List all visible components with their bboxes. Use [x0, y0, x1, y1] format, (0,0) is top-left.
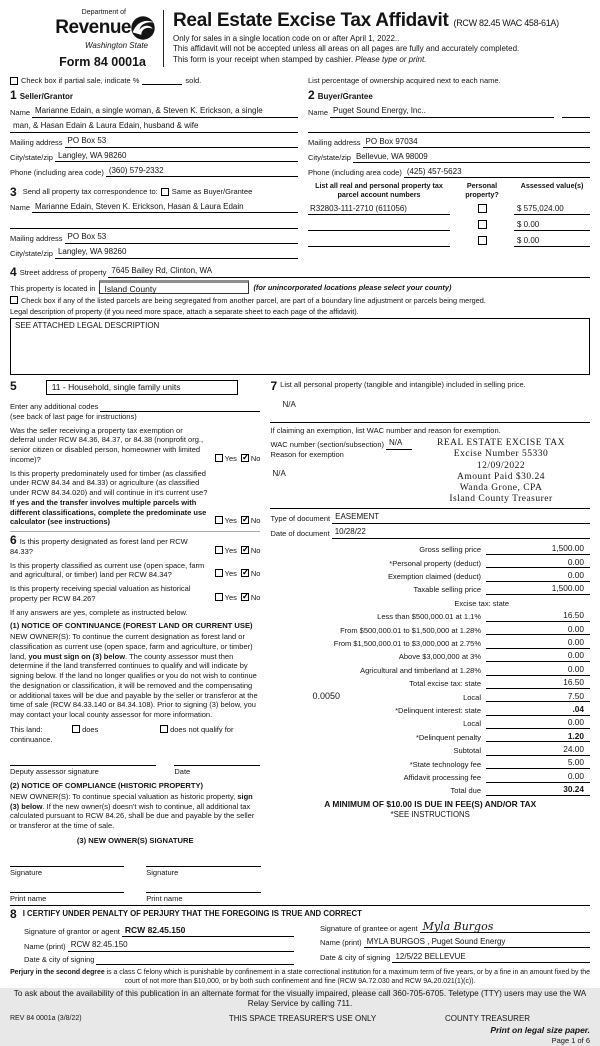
- county-note: (for unincorporated locations please select your county): [253, 282, 452, 292]
- grantee-date-field[interactable]: 12/5/22 BELLEVUE: [392, 952, 590, 963]
- corr-name-field-line2[interactable]: [10, 220, 298, 229]
- tax-line: [270, 702, 590, 715]
- tax-line-value-field[interactable]: 0.00: [486, 771, 590, 783]
- tax-line-label: Gross selling price: [419, 545, 481, 555]
- revenue-logo-icon: [130, 15, 156, 41]
- personal-property-checkbox[interactable]: [478, 236, 487, 245]
- section-7-number: 7: [270, 378, 278, 393]
- corr-name-field[interactable]: Marianne Edain, Steven K. Erickson, Hasan & Laura Edain: [32, 202, 298, 213]
- new-owner-print-2-field[interactable]: [146, 882, 260, 893]
- see-instructions-note: *SEE INSTRUCTIONS: [390, 809, 470, 819]
- print-on-legal-note: Print on legal size paper.: [490, 1024, 590, 1035]
- assessed-value-field[interactable]: $ 575,024.00: [514, 204, 590, 215]
- form-number: Form 84 0001a: [59, 55, 146, 70]
- tax-line-value-field[interactable]: 0.00: [486, 637, 590, 649]
- deputy-date-field[interactable]: [174, 755, 260, 766]
- seller-name-field-line2[interactable]: man, & Hasan Edain & Laura Edain, husband & wife: [10, 121, 298, 132]
- seller-mailing-field[interactable]: PO Box 53: [65, 136, 298, 147]
- type-of-document-label: Type of document: [270, 513, 331, 523]
- form-header: [10, 8, 590, 71]
- revenue-wordmark: Revenue: [55, 16, 131, 38]
- grantor-print-label: Name (print): [24, 942, 66, 952]
- buyer-name-field-line2[interactable]: [308, 124, 590, 133]
- footer-row: [10, 1014, 590, 1024]
- s6q2-yes-checkbox[interactable]: [215, 569, 223, 577]
- tax-line-prefix: 0.0050: [312, 690, 341, 701]
- tax-line-value-field[interactable]: 1.20: [486, 731, 590, 743]
- question-historical: Is this property receiving special valuation as historical property per RCW 84.26? Yes ✓ No: [10, 584, 260, 604]
- exemption-note: If claiming an exemption, list WAC number and reason for exemption.: [270, 426, 501, 436]
- section-6-number: 6: [10, 533, 17, 548]
- buyer-mailing-label: Mailing address: [308, 138, 361, 148]
- section-7-title: List all personal property (tangible and intangible) included in selling price.: [280, 379, 526, 389]
- buyer-phone-label: Phone (including area code): [308, 168, 402, 178]
- parcel-col-header: List all real and personal property tax parcel account numbers: [315, 180, 443, 199]
- section-8-number: 8: [10, 907, 17, 922]
- section-7-header: [270, 380, 590, 392]
- seller-name-field[interactable]: Marianne Edain, a single woman, & Steven K. Erickson, a single: [32, 106, 298, 117]
- header-note-1: Only for sales in a single location code on or after April 1, 2022..: [173, 33, 400, 43]
- assessed-value-col-header: Assessed value(s): [520, 180, 584, 190]
- tax-line-value-field[interactable]: 0.00: [486, 664, 590, 676]
- deputy-date-label: Date: [174, 767, 191, 777]
- section-5-number: 5: [10, 378, 17, 393]
- seller-citystate-label: City/state/zip: [10, 152, 53, 162]
- segregated-label: Check box if any of the listed parcels are being segregated from another parcel, are part of a boundary line adjustment or parcels being merged.: [21, 296, 486, 305]
- buyer-citystate-label: City/state/zip: [308, 153, 351, 163]
- tax-line: [270, 769, 590, 782]
- same-as-buyer-checkbox[interactable]: [161, 188, 169, 196]
- header-note-3: This form is your receipt when stamped by cashier. Please type or print.: [173, 55, 427, 65]
- seller-phone-field[interactable]: (360) 579-2332: [106, 166, 298, 177]
- new-owner-print-1-label: Print name: [10, 893, 47, 903]
- tax-line-label: Excise tax: state: [454, 598, 509, 608]
- tax-line: [270, 595, 590, 608]
- tax-line-label: *Delinquent penalty: [415, 732, 481, 742]
- parcel-row: [308, 215, 590, 231]
- tax-line-label: Subtotal: [453, 746, 481, 756]
- tax-line-value-field[interactable]: 16.50: [486, 610, 590, 622]
- legal-description-label: Legal description of property (if you need more space, attach a separate sheet to each page of the affidavit).: [10, 307, 359, 317]
- print-note-block: [10, 1025, 590, 1046]
- legal-description-field[interactable]: SEE ATTACHED LEGAL DESCRIPTION: [10, 318, 590, 375]
- tax-line: [270, 756, 590, 769]
- tax-line-value-field[interactable]: 0.00: [486, 717, 590, 729]
- land-does-not-checkbox[interactable]: [160, 725, 168, 733]
- tax-line: [270, 555, 590, 568]
- land-does-checkbox[interactable]: [72, 725, 80, 733]
- section-8-certification: [10, 905, 590, 965]
- question-timber-agriculture: Is this property predominately used for timber (as classified under RCW 84.34 and 84.33) or agriculture (as classified under RCW 84.34.020) and will continue in it's current use? If yes and the transfer involves multiple parcels with different classifications, complete the predominate use calculator (see instructions) Yes ✓ No: [10, 469, 260, 528]
- date-of-document-label: Date of document: [270, 528, 330, 538]
- type-of-document-field[interactable]: EASEMENT: [332, 512, 590, 523]
- tax-line-label: Total due: [450, 786, 481, 796]
- parcel-row: [308, 199, 590, 215]
- additional-codes-label: Enter any additional codes: [10, 402, 99, 412]
- new-owner-signature-1-field[interactable]: [10, 856, 124, 867]
- question-forest-land: 6 Is this property designated as forest land per RCW 84.33? Yes ✓ No: [10, 534, 260, 557]
- seller-mailing-label: Mailing address: [10, 137, 63, 147]
- section-5-header: [10, 380, 260, 395]
- partial-sale-checkbox[interactable]: [10, 77, 18, 85]
- header-divider: [163, 10, 164, 67]
- corr-name-label: Name: [10, 203, 31, 213]
- s6q1-no-checkbox[interactable]: [241, 546, 249, 554]
- grantor-print-field[interactable]: RCW 82.45.150: [68, 940, 294, 951]
- tax-line-value-field[interactable]: 0.00: [486, 650, 590, 662]
- perjury-note: Perjury in the second degree is a class C felony which is punishable by confinement in a state correctional institution for a maximum term of five years, or by a fine in an amount fixed by the court of not more than $10,000, or by both such confinement and fine (RCW 9A.72.030 and RCW 9A.20.021(1)(c)).: [10, 969, 590, 985]
- washington-state-label: Washington State: [84, 41, 148, 51]
- grantor-signature-label: Signature of grantor or agent: [24, 927, 120, 937]
- s5q2-no-checkbox[interactable]: [241, 516, 249, 524]
- land-use-code-select[interactable]: 11 - Household, single family units: [46, 380, 238, 395]
- assessed-value-field[interactable]: $ 0.00: [514, 220, 590, 231]
- buyer-ownership-pct-field[interactable]: [562, 109, 590, 118]
- tax-line-value-field[interactable]: 16.50: [486, 677, 590, 689]
- parcel-number-field[interactable]: [308, 230, 450, 231]
- tax-line-label: From $500,000.01 to $1,500,000 at 1.28%: [340, 625, 481, 635]
- notice-2-title: (2) NOTICE OF COMPLIANCE (HISTORIC PROPERTY): [10, 781, 204, 791]
- section-1-title: Seller/Grantor: [19, 92, 74, 102]
- tax-line: [270, 742, 590, 755]
- see-back-note: (see back of last page for instructions): [10, 411, 137, 421]
- section-4-number: 4: [10, 264, 17, 279]
- notice-1-title: (1) NOTICE OF CONTINUANCE (FOREST LAND OR CURRENT USE): [10, 621, 253, 631]
- s5q1-no-checkbox[interactable]: [241, 454, 249, 462]
- tax-line: [270, 542, 590, 555]
- new-owner-print-1-field[interactable]: [10, 882, 124, 893]
- tty-note: To ask about the availability of this publication in an alternate format for the visually impaired, please call 360-705-6705. Teletype (TTY) users may use the WA Relay Service by calling 711.: [13, 988, 587, 1009]
- seller-citystate-field[interactable]: Langley, WA 98260: [55, 151, 298, 162]
- continuance-label: continuance.: [10, 734, 53, 744]
- section-1-seller: [10, 89, 298, 177]
- page-title: Real Estate Excise Tax Affidavit (RCW 82.45 WAC 458-61A): [173, 10, 559, 31]
- treasurer-use-label: THIS SPACE TREASURER'S USE ONLY: [228, 1014, 377, 1024]
- new-owner-signature-1-label: Signature: [10, 867, 43, 877]
- s5q1-yes-checkbox[interactable]: [215, 454, 223, 462]
- section-4-property: [10, 266, 590, 375]
- new-owner-signature-2-label: Signature: [146, 867, 179, 877]
- buyer-phone-field[interactable]: (425) 457-5623: [404, 167, 590, 178]
- tax-line: [270, 568, 590, 581]
- s6q3-yes-checkbox[interactable]: [215, 593, 223, 601]
- deputy-assessor-signature-field[interactable]: [10, 755, 156, 766]
- tax-line: [270, 783, 590, 796]
- rev-form-id: REV 84 0001a (3/8/22): [10, 1015, 82, 1023]
- buyer-mailing-field[interactable]: PO Box 97034: [363, 137, 590, 148]
- s5q2-yes-checkbox[interactable]: [215, 516, 223, 524]
- tax-line-label: Above $3,000,000 at 3%: [398, 652, 481, 662]
- tax-line-label: *Personal property (deduct): [389, 558, 481, 568]
- grantor-date-label: Date & city of signing: [24, 955, 95, 965]
- tax-line-label: *Delinquent interest: state: [395, 705, 481, 715]
- grantee-date-label: Date & city of signing: [320, 953, 391, 963]
- new-owner-signature-2-field[interactable]: [146, 856, 260, 867]
- seller-name-label: Name: [10, 108, 31, 118]
- tax-line-value-field[interactable]: 1,500.00: [486, 583, 590, 595]
- parcel-table: [308, 182, 590, 247]
- street-address-field[interactable]: 7645 Bailey Rd, Clinton, WA: [108, 266, 590, 277]
- stamp-line-1: REAL ESTATE EXCISE TAX: [437, 438, 565, 449]
- exemption-divider: [270, 422, 590, 423]
- partial-sale-suffix: sold.: [185, 75, 202, 85]
- tax-line-label: Agricultural and timberland at 1.28%: [360, 665, 481, 675]
- tax-line-label: Affidavit processing fee: [403, 772, 481, 782]
- s6q1-yes-checkbox[interactable]: [215, 546, 223, 554]
- new-owner-print-2-label: Print name: [146, 893, 183, 903]
- tax-line: [270, 609, 590, 622]
- tax-line-value-field[interactable]: 0.00: [486, 570, 590, 582]
- tax-line-value-field[interactable]: 1,500.00: [486, 543, 590, 555]
- corr-mailing-field[interactable]: PO Box 53: [65, 232, 298, 243]
- tax-line: [270, 649, 590, 662]
- corr-citystate-label: City/state/zip: [10, 248, 53, 258]
- same-as-buyer-label: Same as Buyer/Grantee: [171, 187, 253, 197]
- tax-computation: [270, 542, 590, 796]
- parcel-rows: [308, 199, 590, 247]
- s6q2-no-checkbox[interactable]: [241, 569, 249, 577]
- page-indicator: Page 1 of 6: [551, 1035, 590, 1045]
- section-1-number: 1: [10, 88, 17, 103]
- parcel-number-field[interactable]: R32803-111-2710 (611056): [308, 204, 450, 215]
- wac-stamp-row: [270, 438, 590, 505]
- land-qualify-row: This land: does does not qualify for: [10, 724, 234, 734]
- header-note-2: This affidavit will not be accepted unless all areas on all pages are fully and accurately completed.: [173, 44, 520, 54]
- corr-mailing-label: Mailing address: [10, 233, 63, 243]
- tax-line-value-field[interactable]: 7.50: [486, 691, 590, 703]
- parcel-row: [308, 231, 590, 247]
- section-3-correspondence: [10, 186, 298, 258]
- partial-sale-label: Check box if partial sale, indicate %: [21, 75, 140, 85]
- wac-number-label: WAC number (section/subsection): [270, 439, 384, 449]
- reason-exemption-field[interactable]: N/A: [272, 469, 286, 479]
- partial-sale-percent-field[interactable]: [142, 84, 182, 85]
- personal-property-checkbox[interactable]: [478, 220, 487, 229]
- tax-line: [270, 689, 590, 702]
- tax-line-label: Total excise tax: state: [409, 679, 481, 689]
- county-select[interactable]: Island County: [99, 280, 249, 294]
- buyer-name-field[interactable]: Puget Sound Energy, Inc..: [330, 106, 554, 117]
- grantee-print-field[interactable]: MYLA BURGOS , Puget Sound Energy: [364, 937, 590, 948]
- grantee-signature-field[interactable]: Myla Burgos: [420, 921, 590, 933]
- street-address-label: Street address of property: [19, 267, 107, 277]
- wac-number-field[interactable]: N/A: [386, 438, 412, 449]
- question-exemption-deferral: Was the seller receiving a property tax exemption or deferral under RCW 84.36, 84.37, or 84.38 (nonprofit org., senior citizen or disabled person, homeowner with limited income)? Yes ✓ No: [10, 426, 260, 465]
- s6q3-no-checkbox[interactable]: [241, 593, 249, 601]
- tax-line: [270, 622, 590, 635]
- stamp-line-5: Wanda Grone, CPA: [459, 482, 543, 493]
- corr-citystate-field[interactable]: Langley, WA 98260: [55, 247, 298, 258]
- if-any-note: If any answers are yes, complete as instructed below.: [10, 607, 188, 617]
- tax-line-label: Exemption claimed (deduct): [388, 572, 481, 582]
- stamp-line-3: 12/09/2022: [476, 460, 526, 471]
- grantor-signature-field[interactable]: RCW 82.45.150: [122, 925, 294, 937]
- tax-line-label: Less than $500,000.01 at 1.1%: [377, 612, 481, 622]
- tax-line: [270, 676, 590, 689]
- tax-line-value-field[interactable]: .04: [486, 704, 590, 716]
- section-3-number: 3: [10, 185, 17, 200]
- tax-line: [270, 582, 590, 595]
- segregated-checkbox[interactable]: [10, 296, 18, 304]
- county-treasurer-label: COUNTY TREASURER: [445, 1014, 531, 1024]
- date-of-document-field[interactable]: 10/28/22: [332, 527, 590, 538]
- certify-statement: I CERTIFY UNDER PENALTY OF PERJURY THAT THE FOREGOING IS TRUE AND CORRECT: [22, 909, 362, 919]
- section-2-buyer: [308, 89, 590, 177]
- personal-property-na-field[interactable]: N/A: [282, 399, 296, 409]
- section-3-title: Send all property tax correspondence to:: [22, 187, 158, 197]
- revenue-logo-block: [10, 8, 160, 71]
- grantor-date-field[interactable]: [96, 956, 294, 965]
- personal-property-checkbox[interactable]: [478, 204, 487, 213]
- parcel-number-field[interactable]: [308, 246, 450, 247]
- notice-3-title: (3) NEW OWNER(S) SIGNATURE: [76, 835, 194, 845]
- notice-1-text: NEW OWNER(S): To continue the current designation as forest land or classification as current use (open space, farm and agriculture, or timber) land, you must sign on (3) below. The county assessor must then determine if the land transferred continues to qualify and will indicate by signing below. If the land no longer qualifies or you do not wish to continue the designation or classification, it will be removed and the compensating or additional taxes will be due and payable by the seller or transferor at the time of sale (RCW 84.33.140 or 84.34.108). Prior to signing (3) below, you may contact your local county assessor for more information.: [10, 632, 258, 720]
- buyer-name-label: Name: [308, 108, 329, 118]
- ownership-note: List percentage of ownership acquired next to each name.: [308, 75, 501, 85]
- assessed-value-field[interactable]: $ 0.00: [514, 236, 590, 247]
- question-current-use: Is this property classified as current use (open space, farm and agricultural, or timber) land per RCW 84.34? Yes ✓ No: [10, 561, 260, 581]
- tax-line-value-field[interactable]: 24.00: [486, 744, 590, 756]
- stamp-line-4: Amount Paid $30.24: [457, 471, 545, 482]
- tax-line-value-field[interactable]: 5.00: [486, 757, 590, 769]
- tax-line-label: Local: [463, 692, 481, 702]
- grantee-print-label: Name (print): [320, 938, 362, 948]
- tax-line-label: Taxable selling price: [413, 585, 481, 595]
- deputy-assessor-label: Deputy assessor signature: [10, 767, 99, 777]
- tax-line-label: Local: [463, 719, 481, 729]
- minimum-due-note: A MINIMUM OF $10.00 IS DUE IN FEE(S) AND/OR TAX: [324, 799, 537, 810]
- tax-line-label: *State technology fee: [409, 759, 481, 769]
- located-in-label: This property is located in: [10, 283, 96, 293]
- tax-line-label: From $1,500,000.01 to $3,000,000 at 2.75%: [333, 638, 481, 648]
- stamp-line-2: Excise Number 55330: [453, 449, 549, 460]
- notice-2-text: NEW OWNER(S): To continue special valuation as historic property, sign (3) below. If the new owner(s) doesn't wish to continue, all additional tax calculated pursuant to RCW 84.26, shall be due and payable by the seller or transferor at the time of sale.: [10, 791, 255, 831]
- tax-line-value-field[interactable]: 0.00: [486, 624, 590, 636]
- dept-of-label: Department of: [81, 9, 126, 16]
- this-land-label: This land:: [10, 724, 43, 734]
- tax-line: [270, 716, 590, 729]
- section-2-number: 2: [308, 88, 315, 103]
- treasurer-stamp: [412, 438, 590, 505]
- tax-line: [270, 635, 590, 648]
- tax-line: [270, 729, 590, 742]
- reason-exemption-label: Reason for exemption: [270, 449, 344, 459]
- stamp-line-6: Island County Treasurer: [449, 494, 553, 505]
- buyer-citystate-field[interactable]: Bellevue, WA 98009: [353, 152, 590, 163]
- personal-property-col-header: Personal property?: [465, 180, 499, 199]
- seller-phone-label: Phone (including area code): [10, 167, 104, 177]
- tax-line-value-field[interactable]: 0.00: [486, 557, 590, 569]
- grantee-signature-label: Signature of grantee or agent: [320, 923, 418, 933]
- section-2-title: Buyer/Grantee: [317, 92, 373, 102]
- document-divider: [270, 508, 590, 509]
- rcw-reference: (RCW 82.45 WAC 458-61A): [453, 18, 559, 28]
- additional-codes-field[interactable]: [100, 403, 260, 412]
- tax-line: [270, 662, 590, 675]
- section-5-6-divider: [10, 531, 260, 532]
- tax-line-value-field[interactable]: 30.24: [486, 784, 590, 796]
